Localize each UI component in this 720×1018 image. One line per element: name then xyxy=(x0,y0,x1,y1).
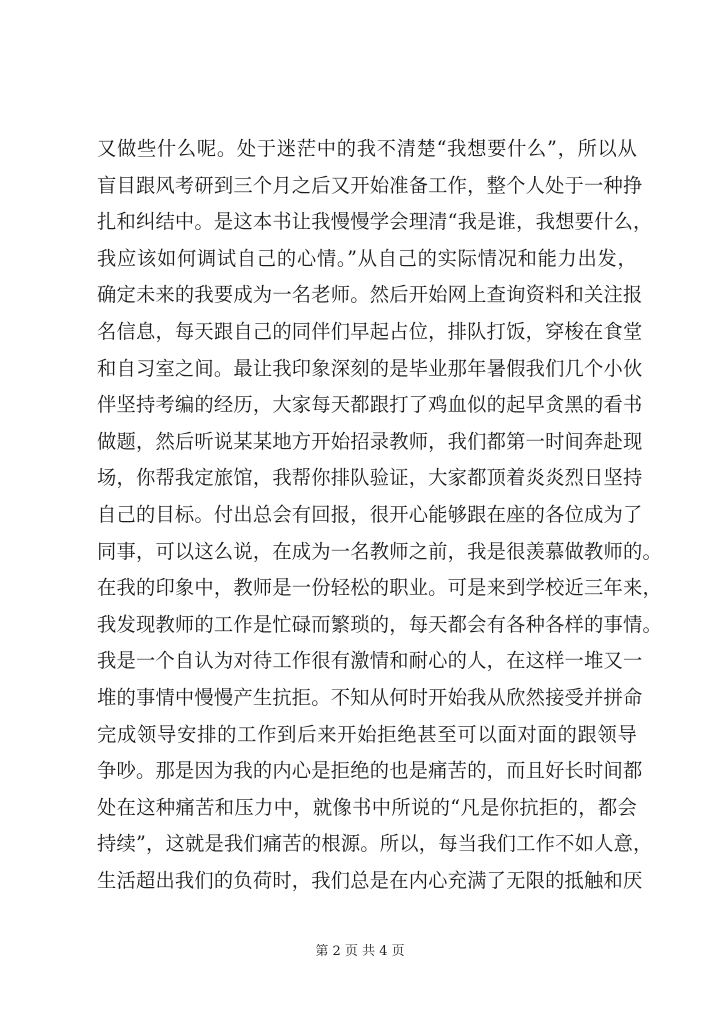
text-line: 我应该如何调试自己的心情。”从自己的实际情况和能力出发， xyxy=(97,246,637,270)
body-text xyxy=(97,131,662,899)
text-line: 扎和纠结中。是这本书让我慢慢学会理清“我是谁，我想要什么， xyxy=(97,210,653,234)
text-line: 完成领导安排的工作到后来开始拒绝甚至可以面对面的跟领导 xyxy=(97,722,637,746)
text-line: 持续”，这就是我们痛苦的根源。所以，每当我们工作不如人意， xyxy=(97,832,653,856)
text-line: 做题，然后听说某某地方开始招录教师，我们都第一时间奔赴现 xyxy=(97,429,643,453)
text-line: 伴坚持考编的经历，大家每天都跟打了鸡血似的起早贪黑的看书 xyxy=(97,393,643,417)
text-line: 和自习室之间。最让我印象深刻的是毕业那年暑假我们几个小伙 xyxy=(97,356,643,380)
text-line: 自己的目标。付出总会有回报，很开心能够跟在座的各位成为了 xyxy=(97,502,643,526)
text-line: 盲目跟风考研到三个月之后又开始准备工作，整个人处于一种挣 xyxy=(97,173,643,197)
page-number-footer: 第 2 页 共 4 页 xyxy=(315,944,405,959)
text-line: 我发现教师的工作是忙碌而繁琐的，每天都会有各种各样的事情。 xyxy=(97,612,662,636)
text-line: 处在这种痛苦和压力中，就像书中所说的“凡是你抗拒的，都会 xyxy=(97,795,637,819)
text-line: 同事，可以这么说，在成为一名教师之前，我是很羡慕做教师的。 xyxy=(97,539,662,563)
text-line: 我是一个自认为对待工作很有激情和耐心的人，在这样一堆又一 xyxy=(97,649,643,673)
text-line: 名信息，每天跟自己的同伴们早起占位，排队打饭，穿梭在食堂 xyxy=(97,319,643,343)
text-line: 确定未来的我要成为一名老师。然后开始网上查询资料和关注报 xyxy=(97,283,643,307)
text-line: 生活超出我们的负荷时，我们总是在内心充满了无限的抵触和厌 xyxy=(97,868,643,892)
text-line: 在我的印象中，教师是一份轻松的职业。可是来到学校近三年来， xyxy=(97,576,662,600)
text-line: 争吵。那是因为我的内心是拒绝的也是痛苦的，而且好长时间都 xyxy=(97,759,643,783)
text-line: 场，你帮我定旅馆，我帮你排队验证，大家都顶着炎炎烈日坚持 xyxy=(97,466,643,490)
text-line: 堆的事情中慢慢产生抗拒。不知从何时开始我从欣然接受并拼命 xyxy=(97,685,643,709)
text-line: 又做些什么呢。处于迷茫中的我不清楚“我想要什么”，所以从 xyxy=(97,137,637,160)
